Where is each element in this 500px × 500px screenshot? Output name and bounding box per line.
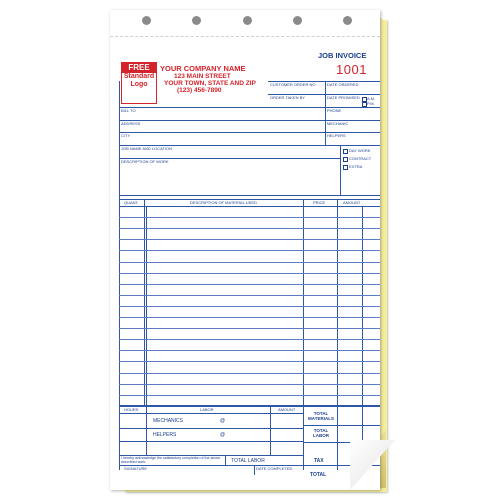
table-row[interactable] — [119, 350, 380, 351]
table-row[interactable] — [119, 262, 380, 263]
mechanic-label: MECHANIC — [327, 121, 349, 126]
form-title: JOB INVOICE — [318, 51, 367, 60]
amount-header: AMOUNT — [343, 200, 361, 205]
order-taken-label: ORDER TAKEN BY — [270, 95, 305, 100]
date-completed-label: DATE COMPLETED — [256, 466, 293, 471]
total-label: TOTAL — [310, 472, 327, 478]
acknowledgement-text: I hereby acknowledge the satisfactory completion of the above described work. — [121, 456, 221, 465]
grid-line — [254, 465, 255, 475]
table-row[interactable] — [119, 295, 380, 296]
contract-label: CONTRACT — [349, 156, 372, 161]
table-row[interactable] — [119, 339, 380, 340]
logo-line1: Standard — [123, 73, 155, 80]
date-promised-label: DATE PROMISED — [327, 95, 360, 100]
punch-hole — [243, 16, 252, 25]
phone-label: PHONE — [327, 108, 342, 113]
tax-label: TAX — [314, 458, 324, 464]
grid-line — [303, 425, 380, 426]
date-ordered-label: DATE ORDERED — [327, 82, 359, 87]
logo-free-label: FREE — [122, 63, 156, 73]
job-name-label: JOB NAME AND LOCATION — [121, 146, 173, 151]
hours-header: HOURS — [124, 407, 139, 412]
invoice-number: 1001 — [336, 62, 367, 77]
extra-checkbox[interactable] — [343, 165, 348, 170]
table-row[interactable] — [119, 284, 380, 285]
punch-hole — [142, 16, 151, 25]
table-row[interactable] — [119, 239, 380, 240]
grid-line — [225, 455, 226, 465]
mechanics-at: @ — [220, 418, 226, 424]
helpers-at: @ — [220, 432, 226, 438]
table-row[interactable] — [119, 228, 380, 229]
perforation-line — [110, 36, 380, 37]
grid-line — [119, 195, 380, 196]
standard-logo — [121, 62, 157, 104]
extra-label: EXTRA — [349, 164, 363, 169]
company-street: 123 MAIN STREET — [174, 73, 231, 80]
table-row[interactable] — [119, 373, 380, 374]
grid-line — [340, 145, 341, 195]
grid-line — [144, 199, 145, 405]
company-name: YOUR COMPANY NAME — [160, 64, 246, 73]
day-work-checkbox[interactable] — [343, 149, 348, 154]
grid-line — [119, 81, 120, 470]
grid-line — [119, 405, 380, 407]
pm-label: P.M. — [367, 101, 375, 106]
total-materials-label: TOTAL MATERIALS — [308, 411, 334, 421]
day-work-label: DAY WORK — [349, 148, 371, 153]
city-label: CITY — [121, 133, 131, 138]
company-phone: (123) 456-7890 — [177, 87, 222, 94]
table-row[interactable] — [119, 395, 380, 396]
punch-hole — [343, 16, 352, 25]
description-of-work-label: DESCRIPTION OF WORK — [121, 159, 169, 164]
description-header: DESCRIPTION OF MATERIAL USED — [190, 200, 257, 205]
grid-line — [303, 405, 304, 470]
grid-line — [146, 405, 147, 455]
table-row[interactable] — [119, 384, 380, 385]
mechanics-label: MECHANICS — [153, 418, 184, 424]
grid-line — [119, 206, 380, 207]
address-label: ADDRESS — [121, 121, 141, 126]
grid-line — [325, 107, 326, 145]
helpers-row-label: HELPERS — [153, 432, 177, 438]
table-row[interactable] — [119, 250, 380, 251]
punch-hole — [192, 16, 201, 25]
table-row[interactable] — [119, 217, 380, 218]
table-row[interactable] — [119, 328, 380, 329]
grid-line — [303, 199, 304, 405]
grid-line — [119, 465, 380, 466]
table-row[interactable] — [119, 273, 380, 274]
grid-line — [270, 405, 271, 455]
price-header: PRICE — [313, 200, 326, 205]
grid-line — [119, 441, 303, 442]
company-city: YOUR TOWN, STATE AND ZIP — [164, 80, 256, 87]
quant-header: QUANT. — [124, 200, 139, 205]
logo-line2: Logo — [130, 81, 148, 88]
table-row[interactable] — [119, 306, 380, 307]
helpers-label: HELPERS — [327, 133, 346, 138]
table-row[interactable] — [119, 361, 380, 362]
table-row[interactable] — [119, 317, 380, 318]
signature-label: SIGNATURE — [124, 466, 148, 471]
punch-hole — [293, 16, 302, 25]
labor-header: LABOR — [200, 407, 214, 412]
grid-line — [362, 206, 363, 470]
contract-checkbox[interactable] — [343, 157, 348, 162]
am-label: A.M. — [367, 96, 376, 101]
bill-to-label: BILL TO — [121, 108, 136, 113]
grid-line — [119, 428, 303, 429]
total-labor-label: TOTAL LABOR — [231, 458, 265, 464]
total-labor-right-label: TOTAL LABOR — [313, 428, 329, 438]
customer-order-label: CUSTOMER ORDER NO. — [270, 82, 317, 87]
labor-amount-header: AMOUNT — [278, 407, 296, 412]
